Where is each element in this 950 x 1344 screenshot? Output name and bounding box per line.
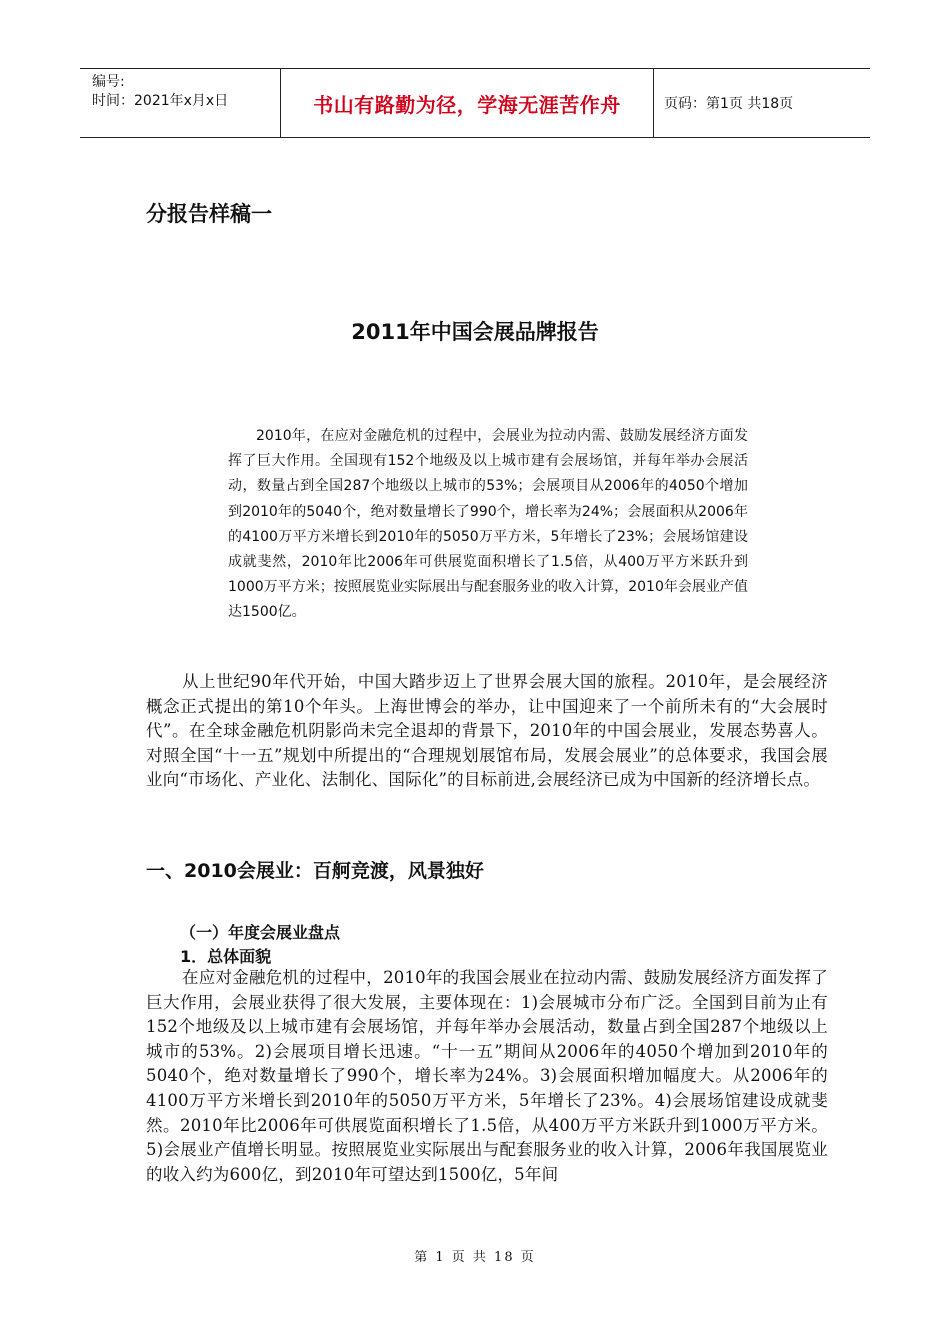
header-meta [80,69,281,137]
section-heading: 一、2010会展业：百舸竞渡，风景独好 [146,860,484,882]
report-title: 2011年中国会展品牌报告 [351,320,599,344]
subsection-heading: （一）年度会展业盘点 [180,923,341,942]
time-label: 时间：2021年x月x日 [92,93,229,109]
page-footer: 第 1 页 共 18 页 [414,1250,536,1265]
page-info: 页码：第1页 共18页 [664,96,794,112]
subsubsection-heading: 1．总体面貌 [180,947,272,966]
number-label: 编号: [92,74,125,90]
page-header [80,68,870,138]
motto: 书山有路勤为径，学海无涯苦作舟 [313,92,621,117]
report-subheading: 分报告样稿一 [146,202,272,226]
header-page-info [654,69,870,137]
header-motto-cell [281,69,654,137]
abstract-paragraph: 2010年，在应对金融危机的过程中，会展业为拉动内需、鼓励发展经济方面发挥了巨大作用。全国现有152个地级及以上城市建有会展场馆，并每年举办会展活动，数量占到全国287个地级以上城市的53%；会展项目从2006年的4050个增加到2010年的5040个，绝对数量增长了990个，增长率为24%；会展面积从2006年的4100万平方米增长到2010年的5050万平方米，5年增长了23%；会展场馆建设成就斐然，2010年比2006年可供展览面积增长了1.5倍，从400万平方米跃升到1000万平方米；按照展览业实际展出与配套服务业的收入计算，2010年会展业产值达1500亿。 [228,428,748,621]
overview-paragraph: 在应对金融危机的过程中，2010年的我国会展业在拉动内需、鼓励发展经济方面发挥了巨大作用，会展业获得了很大发展，主要体现在：1)会展城市分布广泛。全国到目前为止有152个地级及以上城市建有会展场馆，并每年举办会展活动，数量占到全国287个地级以上城市的53%。2)会展项目增长迅速。“十一五”期间从2006年的4050个增加到2010年的5040个，绝对数量增长了990个，增长率为24%。3)会展面积增加幅度大。从2006年的4100万平方米增长到2010年的5050万平方米，5年增长了23%。4)会展场馆建设成就斐然。2010年比2006年可供展览面积增长了1.5倍，从400万平方米跃升到1000万平方米。5)会展业产值增长明显。按照展览业实际展出与配套服务业的收入计算，2006年我国展览业的收入约为600亿，到2010年可望达到1500亿，5年间 [146,968,828,1184]
intro-paragraph: 从上世纪90年代开始，中国大踏步迈上了世界会展大国的旅程。2010年，是会展经济概念正式提出的第10个年头。上海世博会的举办，让中国迎来了一个前所未有的“大会展时代”。在全球金融危机阴影尚未完全退却的背景下，2010年的中国会展业，发展态势喜人。对照全国“十一五”规划中所提出的“合理规划展馆布局，发展会展业”的总体要求，我国会展业向“市场化、产业化、法制化、国际化”的目标前进,会展经济已成为中国新的经济增长点。 [146,672,828,790]
